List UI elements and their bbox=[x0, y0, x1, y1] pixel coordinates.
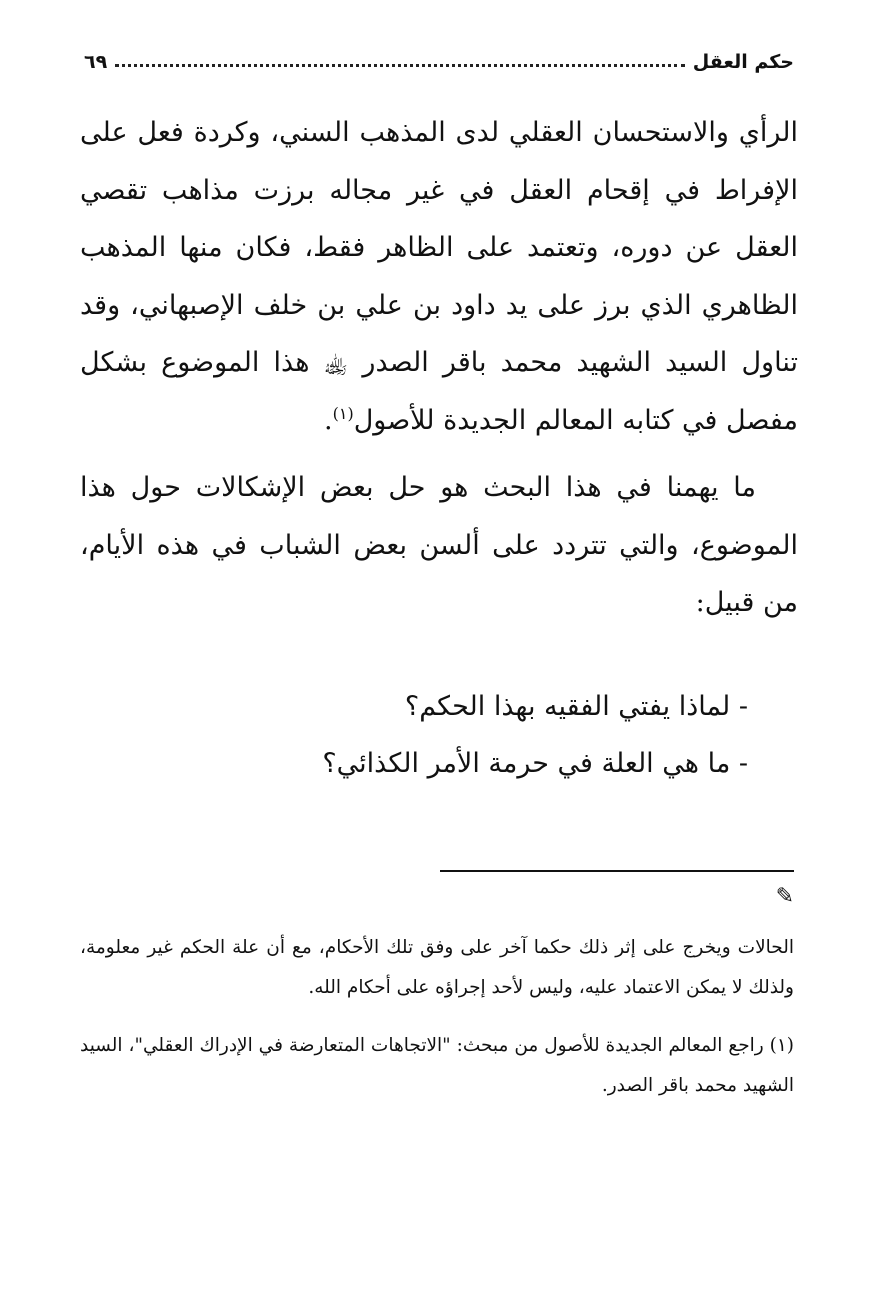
header-dot-leader bbox=[115, 54, 685, 67]
page-number: ٦٩ bbox=[84, 51, 108, 73]
running-header bbox=[84, 42, 794, 82]
paragraph-2: ما يهمنا في هذا البحث هو حل بعض الإشكالات حول هذا الموضوع، والتي تتردد على ألسن بعض الشباب في هذه الأيام، من قبيل: bbox=[80, 472, 798, 618]
footnote-ref-1[interactable]: (١) bbox=[332, 403, 354, 423]
footnote-continuation-icon: ✎ bbox=[775, 884, 794, 909]
footnote-separator bbox=[440, 870, 794, 872]
main-text bbox=[80, 104, 798, 632]
footnote-continued: الحالات ويخرج على إثر ذلك حكما آخر على وفق تلك الأحكام، مع أن علة الحكم غير معلومة، ولذلك لا يمكن الاعتماد عليه، وليس لأحد إجراؤه على أحكام الله. bbox=[80, 937, 794, 998]
footnote-1: (١) راجع المعالم الجديدة للأصول من مبحث: "الاتجاهات المتعارضة في الإدراك العقلي"، السيد الشهيد محمد باقر الصدر. bbox=[80, 1035, 794, 1096]
question-list bbox=[80, 678, 748, 792]
question-item: - لماذا يفتي الفقيه بهذا الحكم؟ bbox=[404, 691, 748, 722]
paragraph-1 bbox=[80, 104, 798, 449]
running-title: حكم العقل bbox=[692, 51, 794, 73]
footnotes bbox=[80, 928, 794, 1106]
paragraph-1-end: . bbox=[324, 404, 333, 436]
question-item: - ما هي العلة في حرمة الأمر الكذائي؟ bbox=[322, 748, 748, 779]
paragraph-1-text: الرأي والاستحسان العقلي لدى المذهب السني، وكردة فعل على الإفراط في إقحام العقل في غير مجاله برزت مذاهب تقصي العقل عن دوره، وتعتمد على الظاهر فقط، فكان منها المذهب الظاهري الذي برز على يد داود بن علي بن خلف الإصبهاني، وقد تناول السيد الشهيد محمد باقر الصدر ﵀ هذا الموضوع بشكل مفصل في كتابه المعالم الجديدة للأصول bbox=[80, 117, 798, 436]
